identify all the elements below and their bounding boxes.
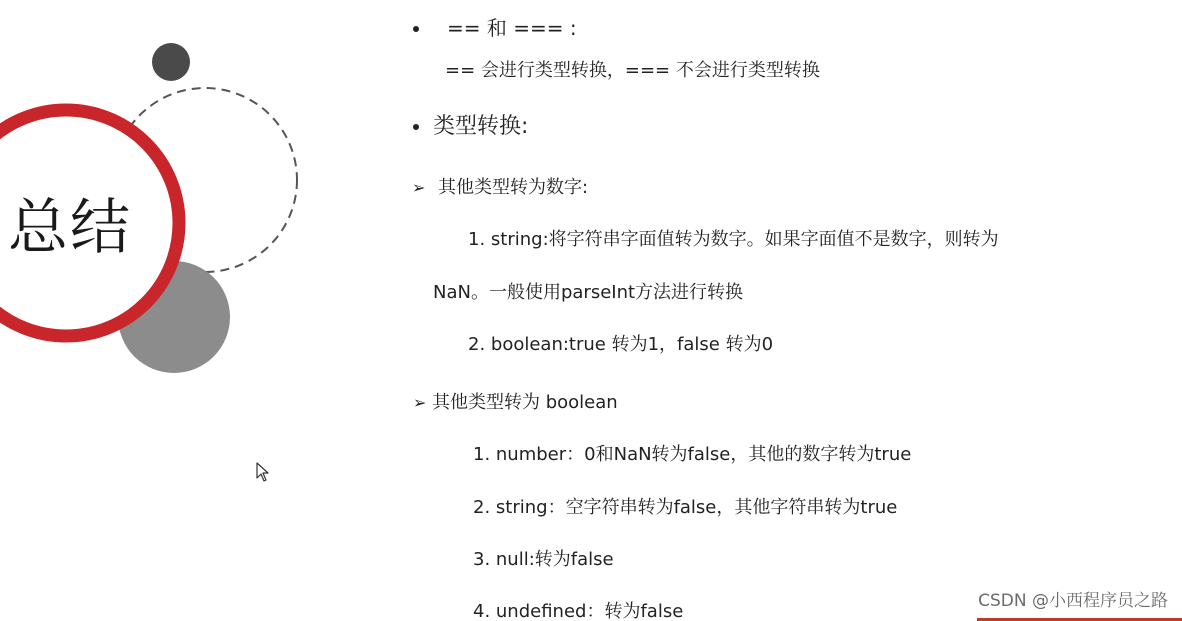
eq-description: == 会进行类型转换，=== 不会进行类型转换 <box>445 60 820 81</box>
eq-heading: == 和 === : <box>447 16 577 40</box>
boolean-rule-2: 2. string：空字符串转为false，其他字符串转为true <box>473 497 898 518</box>
boolean-rule-3: 3. null:转为false <box>473 549 614 570</box>
dark-small-circle <box>152 43 190 81</box>
mouse-cursor-icon <box>256 462 270 482</box>
arrow-right-icon: ➢ <box>412 178 426 197</box>
boolean-rule-1: 1. number：0和NaN转为false，其他的数字转为true <box>473 444 912 465</box>
number-rule-2: 2. boolean:true 转为1，false 转为0 <box>468 334 774 355</box>
number-rule-1: 1. string:将字符串字面值转为数字。如果字面值不是数字，则转为 <box>468 229 999 250</box>
decorative-circles <box>0 0 420 621</box>
boolean-rule-4: 4. undefined：转为false <box>473 601 684 621</box>
bullet-dot-icon <box>413 26 419 32</box>
bullet-dot-icon <box>413 124 419 130</box>
slide-title: 总结 <box>8 193 132 263</box>
conversion-heading: 类型转换: <box>433 114 529 139</box>
to-number-heading: 其他类型转为数字: <box>438 177 589 198</box>
watermark: CSDN @小西程序员之路 <box>978 591 1168 611</box>
number-rule-1-continued: NaN。一般使用parseInt方法进行转换 <box>433 282 744 303</box>
to-boolean-heading: 其他类型转为 boolean <box>432 392 618 413</box>
arrow-right-icon: ➢ <box>413 393 427 412</box>
